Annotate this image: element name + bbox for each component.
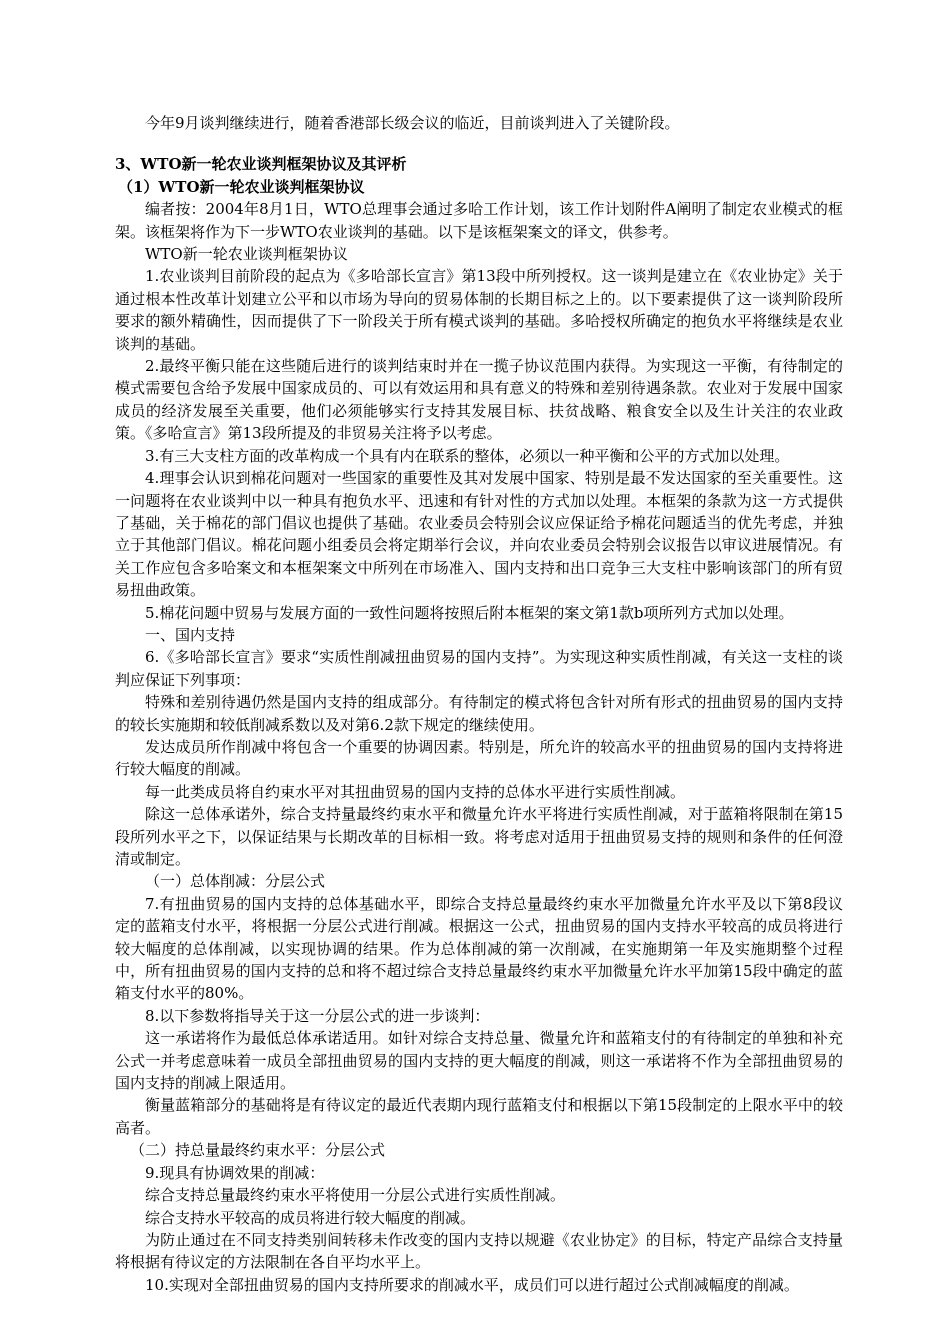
paragraph-product-specific: 为防止通过在不同支持类别间转移未作改变的国内支持以规避《农业协定》的目标，特定产品综合支持量将根据有待议定的方法限制在各自平均水平上。: [115, 1230, 843, 1272]
paragraph-1: 1.农业谈判目前阶段的起点为《多哈部长宣言》第13段中所列授权。这一谈判是建立在《农业协定》关于通过根本性改革计划建立公平和以市场为导向的贸易体制的长期目标之上的。以下要素提供了这一谈判阶段所要求的额外精确性，因而提供了下一阶段关于所有模式谈判的基础。多哈授权所确定的抱负水平将继续是农业谈判的基础。: [115, 267, 843, 353]
subsection-ams-bound: （二）持总量最终约束水平：分层公式: [130, 1141, 386, 1160]
paragraph-each-member: 每一此类成员将自约束水平对其扭曲贸易的国内支持的总体水平进行实质性削减。: [145, 782, 686, 801]
intro-paragraph: 今年9月谈判继续进行，随着香港部长级会议的临近，目前谈判进入了关键阶段。: [145, 114, 680, 132]
editor-note-paragraph: 编者按：2004年8月1日，WTO总理事会通过多哈工作计划，该工作计划附件A阐明了制定农业模式的框架。该框架将作为下一步WTO农业谈判的基础。以下是该框架案文的译文，供参考。: [115, 200, 843, 241]
paragraph-7: 7.有扭曲贸易的国内支持的总体基础水平，即综合支持总量最终约束水平加微量允许水平及以下第8段议定的蓝箱支付水平，将根据一分层公式进行削减。根据这一公式，扭曲贸易的国内支持水平较高的成员将进行较大幅度的总体削减，以实现协调的结果。作为总体削减的第一次削减，在实施期第一年及实施期整个过程中，所有扭曲贸易的国内支持的总和将不超过综合支持总量最终约束水平加微量允许水平加第15段中确定的蓝箱支付水平的80%。: [115, 894, 843, 1003]
paragraph-4: 4.理事会认识到棉花问题对一些国家的重要性及其对发展中国家、特别是最不发达国家的至关重要性。这一问题将在农业谈判中以一种具有抱负水平、迅速和有针对性的方式加以处理。本框架的条款为这一方式提供了基础，关于棉花的部门倡议也提供了基础。农业委员会特别会议应保证给予棉花问题适当的优先考虑，并独立于其他部门倡议。棉花问题小组委员会将定期举行会议，并向农业委员会特别会议报告以审议进展情况。有关工作应包含多哈案文和本框架案文中所列在市场准入、国内支持和出口竞争三大支柱中影响该部门的所有贸易扭曲政策。: [115, 469, 843, 600]
subsection-overall-reduction: （一）总体削减：分层公式: [145, 872, 326, 891]
framework-title: WTO新一轮农业谈判框架协议: [145, 245, 348, 264]
paragraph-6: 6.《多哈部长宣言》要求“实质性削减扭曲贸易的国内支持”。为实现这种实质性削减，有关这一支柱的谈判应保证下列事项：: [115, 648, 843, 689]
paragraph-3: 3.有三大支柱方面的改革构成一个具有内在联系的整体，必须以一种平衡和公平的方式加以处理。: [145, 446, 790, 465]
paragraph-ams-tiered: 综合支持总量最终约束水平将使用一分层公式进行实质性削减。: [145, 1186, 566, 1205]
paragraph-8: 8.以下参数将指导关于这一分层公式的进一步谈判：: [145, 1006, 490, 1025]
paragraph-blue-box: 衡量蓝箱部分的基础将是有待议定的最近代表期内现行蓝箱支付和根据以下第15段制定的上限水平中的较高者。: [115, 1096, 843, 1137]
paragraph-ams-higher: 综合支持水平较高的成员将进行较大幅度的削减。: [145, 1208, 476, 1227]
paragraph-minimum-commitment: 这一承诺将作为最低总体承诺适用。如针对综合支持总量、微量允许和蓝箱支付的有待制定的单独和补充公式一并考虑意味着一成员全部扭曲贸易的国内支持的更大幅度的削减，则这一承诺将不作为全部扭曲贸易的国内支持的削减上限适用。: [115, 1029, 843, 1093]
document-page: [115, 112, 843, 1296]
section-heading: 3、WTO新一轮农业谈判框架协议及其评析: [115, 155, 407, 174]
paragraph-harmonization: 发达成员所作削减中将包含一个重要的协调因素。特别是，所允许的较高水平的扭曲贸易的国内支持将进行较大幅度的削减。: [115, 737, 843, 779]
subsection-heading: （1）WTO新一轮农业谈判框架协议: [118, 177, 365, 196]
paragraph-overall-commitment: 除这一总体承诺外，综合支持量最终约束水平和微量允许水平将进行实质性削减，对于蓝箱将限制在第15段所列水平之下，以保证结果与长期改革的目标相一致。将考虑对适用于扭曲贸易支持的规则和条件的任何澄清或制定。: [115, 805, 843, 868]
paragraph-2: 2.最终平衡只能在这些随后进行的谈判结束时并在一揽子协议范围内获得。为实现这一平衡，有待制定的模式需要包含给予发展中国家成员的、可以有效运用和具有意义的特殊和差别待遇条款。农业对于发展中国家成员的经济发展至关重要，他们必须能够实行支持其发展目标、扶贫战略、粮食安全以及生计关注的农业政策。《多哈宣言》第13段所提及的非贸易关注将予以考虑。: [115, 357, 843, 443]
section-domestic-support: 一、国内支持: [145, 625, 236, 644]
paragraph-sdt: 特殊和差别待遇仍然是国内支持的组成部分。有待制定的模式将包含针对所有形式的扭曲贸易的国内支持的较长实施期和较低削减系数以及对第6.2款下规定的继续使用。: [115, 693, 843, 734]
paragraph-5: 5.棉花问题中贸易与发展方面的一致性问题将按照后附本框架的案文第1款b项所列方式加以处理。: [145, 603, 794, 622]
paragraph-9: 9.现具有协调效果的削减：: [145, 1163, 325, 1182]
paragraph-10: 10.实现对全部扭曲贸易的国内支持所要求的削减水平，成员们可以进行超过公式削减幅度的削减。: [145, 1275, 799, 1294]
